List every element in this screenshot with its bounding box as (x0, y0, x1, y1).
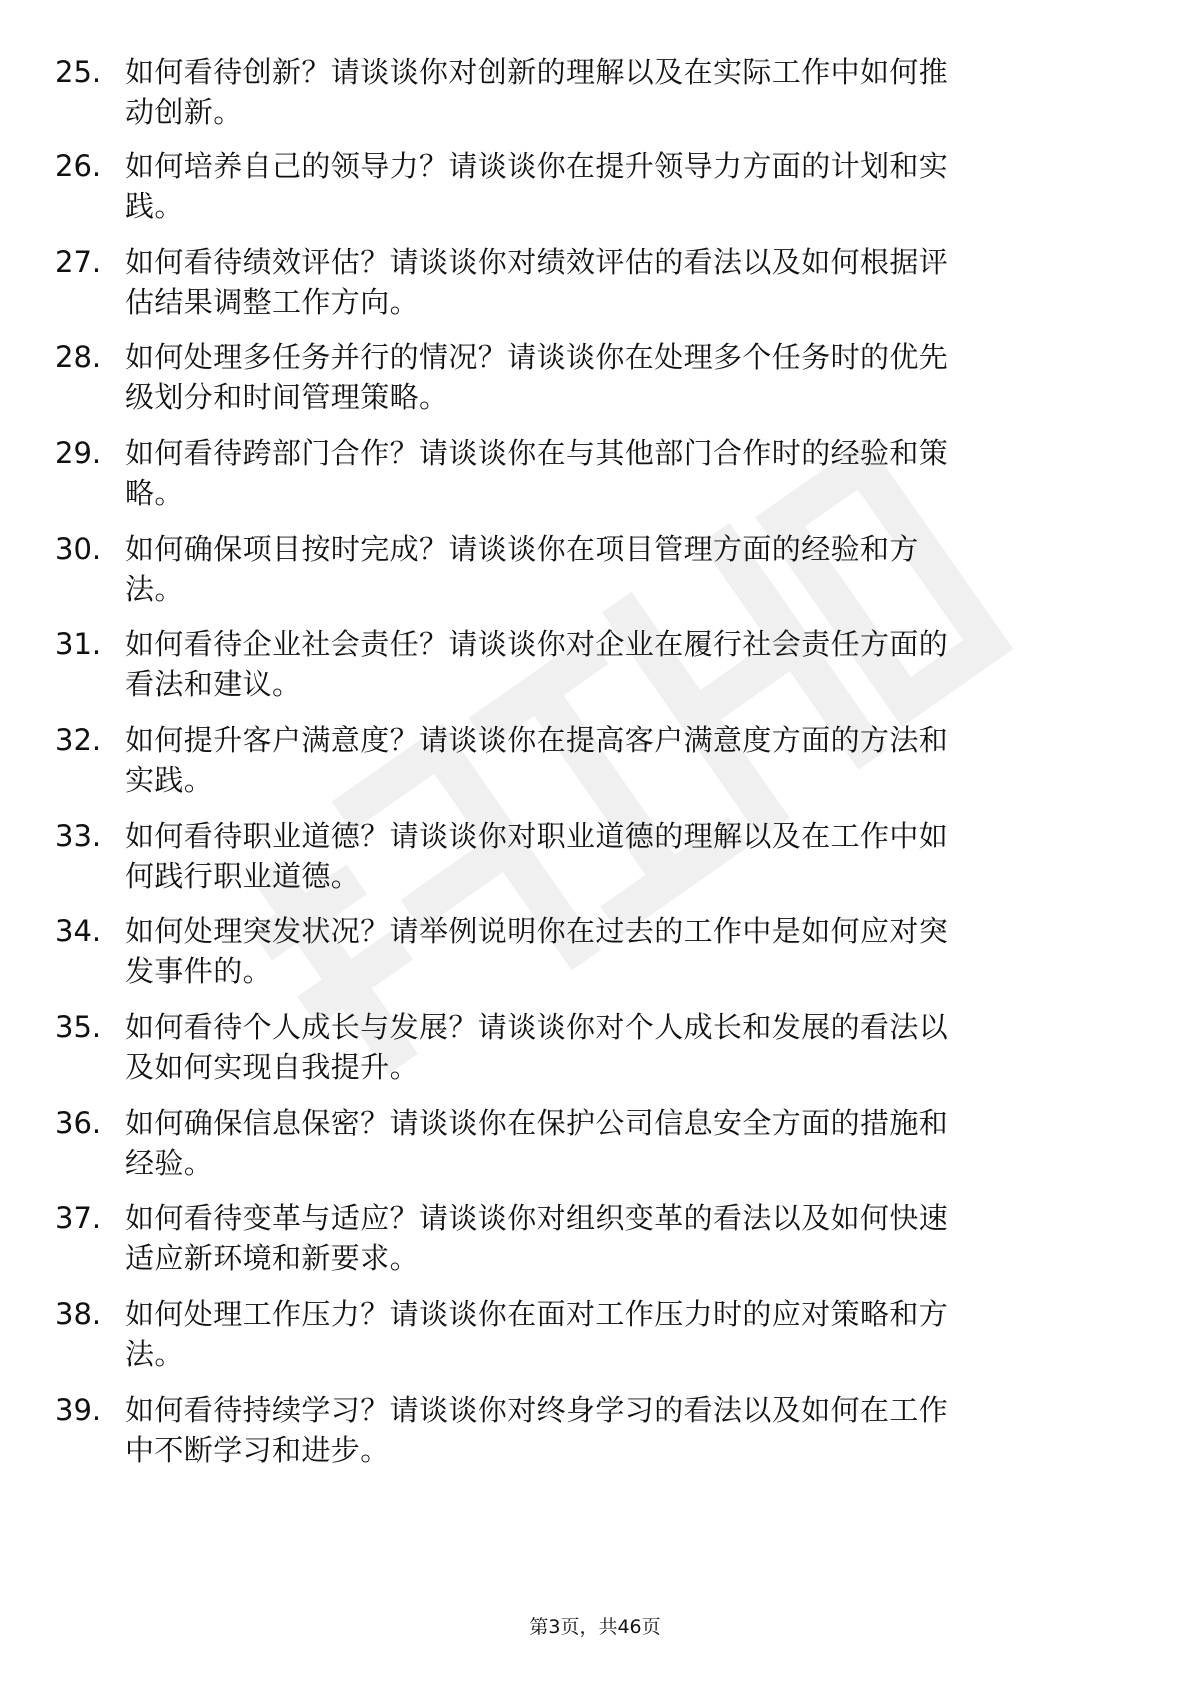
question-text (125, 1103, 1125, 1183)
question-number: 38. (55, 1297, 102, 1331)
question-text-line-1: 如何看待个人成长与发展？请谈谈你对个人成长和发展的看法以 (125, 1010, 949, 1044)
question-text (125, 146, 1125, 226)
question-text-line-2: 法。 (125, 1337, 184, 1371)
question-item-37 (55, 1198, 1130, 1284)
question-item-28 (55, 337, 1130, 423)
question-text-line-2: 法。 (125, 572, 184, 606)
question-number: 35. (55, 1010, 102, 1044)
question-number: 28. (55, 340, 102, 374)
question-number: 36. (55, 1106, 102, 1140)
question-text-line-2: 及如何实现自我提升。 (125, 1050, 420, 1084)
question-text (125, 1390, 1125, 1470)
question-number: 25. (55, 55, 102, 89)
question-text-line-1: 如何看待创新？请谈谈你对创新的理解以及在实际工作中如何推 (125, 55, 949, 89)
question-text (125, 1294, 1125, 1374)
question-text-line-1: 如何看待变革与适应？请谈谈你对组织变革的看法以及如何快速 (125, 1201, 949, 1235)
question-text (125, 1007, 1125, 1087)
question-text-line-2: 中不断学习和进步。 (125, 1433, 390, 1467)
question-item-36 (55, 1103, 1130, 1189)
question-text-line-2: 践。 (125, 189, 184, 223)
question-item-26 (55, 146, 1130, 232)
question-text-line-2: 动创新。 (125, 95, 243, 129)
question-text (125, 1198, 1125, 1278)
question-text-line-2: 何践行职业道德。 (125, 859, 361, 893)
question-item-29 (55, 433, 1130, 519)
question-item-31 (55, 624, 1130, 710)
question-text (125, 624, 1125, 704)
question-text (125, 242, 1125, 322)
question-text-line-2: 级划分和时间管理策略。 (125, 380, 449, 414)
question-item-39 (55, 1390, 1130, 1476)
question-number: 33. (55, 819, 102, 853)
question-text-line-2: 适应新环境和新要求。 (125, 1241, 420, 1275)
question-number: 37. (55, 1201, 102, 1235)
question-item-27 (55, 242, 1130, 328)
question-text (125, 529, 1125, 609)
question-number: 27. (55, 245, 102, 279)
question-text (125, 911, 1125, 991)
question-number: 29. (55, 436, 102, 470)
question-number: 39. (55, 1393, 102, 1427)
question-item-35 (55, 1007, 1130, 1093)
question-text-line-1: 如何看待持续学习？请谈谈你对终身学习的看法以及如何在工作 (125, 1393, 949, 1427)
question-text-line-1: 如何看待企业社会责任？请谈谈你对企业在履行社会责任方面的 (125, 627, 949, 661)
question-number: 30. (55, 532, 102, 566)
question-text-line-1: 如何看待跨部门合作？请谈谈你在与其他部门合作时的经验和策 (125, 436, 949, 470)
question-item-25 (55, 52, 1130, 138)
question-text-line-1: 如何看待绩效评估？请谈谈你对绩效评估的看法以及如何根据评 (125, 245, 949, 279)
question-text-line-2: 估结果调整工作方向。 (125, 285, 420, 319)
question-text-line-1: 如何提升客户满意度？请谈谈你在提高客户满意度方面的方法和 (125, 723, 949, 757)
question-item-30 (55, 529, 1130, 615)
question-text-line-1: 如何培养自己的领导力？请谈谈你在提升领导力方面的计划和实 (125, 149, 949, 183)
question-number: 32. (55, 723, 102, 757)
question-text-line-1: 如何确保信息保密？请谈谈你在保护公司信息安全方面的措施和 (125, 1106, 949, 1140)
page-number-footer: 第3页，共46页 (529, 1616, 661, 1638)
question-item-38 (55, 1294, 1130, 1380)
question-text (125, 816, 1125, 896)
question-text (125, 337, 1125, 417)
question-text (125, 433, 1125, 513)
question-text-line-1: 如何确保项目按时完成？请谈谈你在项目管理方面的经验和方 (125, 532, 919, 566)
question-text-line-1: 如何处理突发状况？请举例说明你在过去的工作中是如何应对突 (125, 914, 949, 948)
question-text-line-2: 发事件的。 (125, 954, 273, 988)
question-number: 34. (55, 914, 102, 948)
question-text-line-1: 如何看待职业道德？请谈谈你对职业道德的理解以及在工作中如 (125, 819, 949, 853)
question-number: 26. (55, 149, 102, 183)
question-item-32 (55, 720, 1130, 806)
question-text-line-2: 看法和建议。 (125, 667, 302, 701)
question-number: 31. (55, 627, 102, 661)
question-text-line-1: 如何处理多任务并行的情况？请谈谈你在处理多个任务时的优先 (125, 340, 949, 374)
question-text-line-2: 经验。 (125, 1146, 214, 1180)
question-text (125, 52, 1125, 132)
question-text (125, 720, 1125, 800)
question-text-line-1: 如何处理工作压力？请谈谈你在面对工作压力时的应对策略和方 (125, 1297, 949, 1331)
question-item-34 (55, 911, 1130, 997)
question-item-33 (55, 816, 1130, 902)
question-text-line-2: 实践。 (125, 763, 214, 797)
question-text-line-2: 略。 (125, 476, 184, 510)
